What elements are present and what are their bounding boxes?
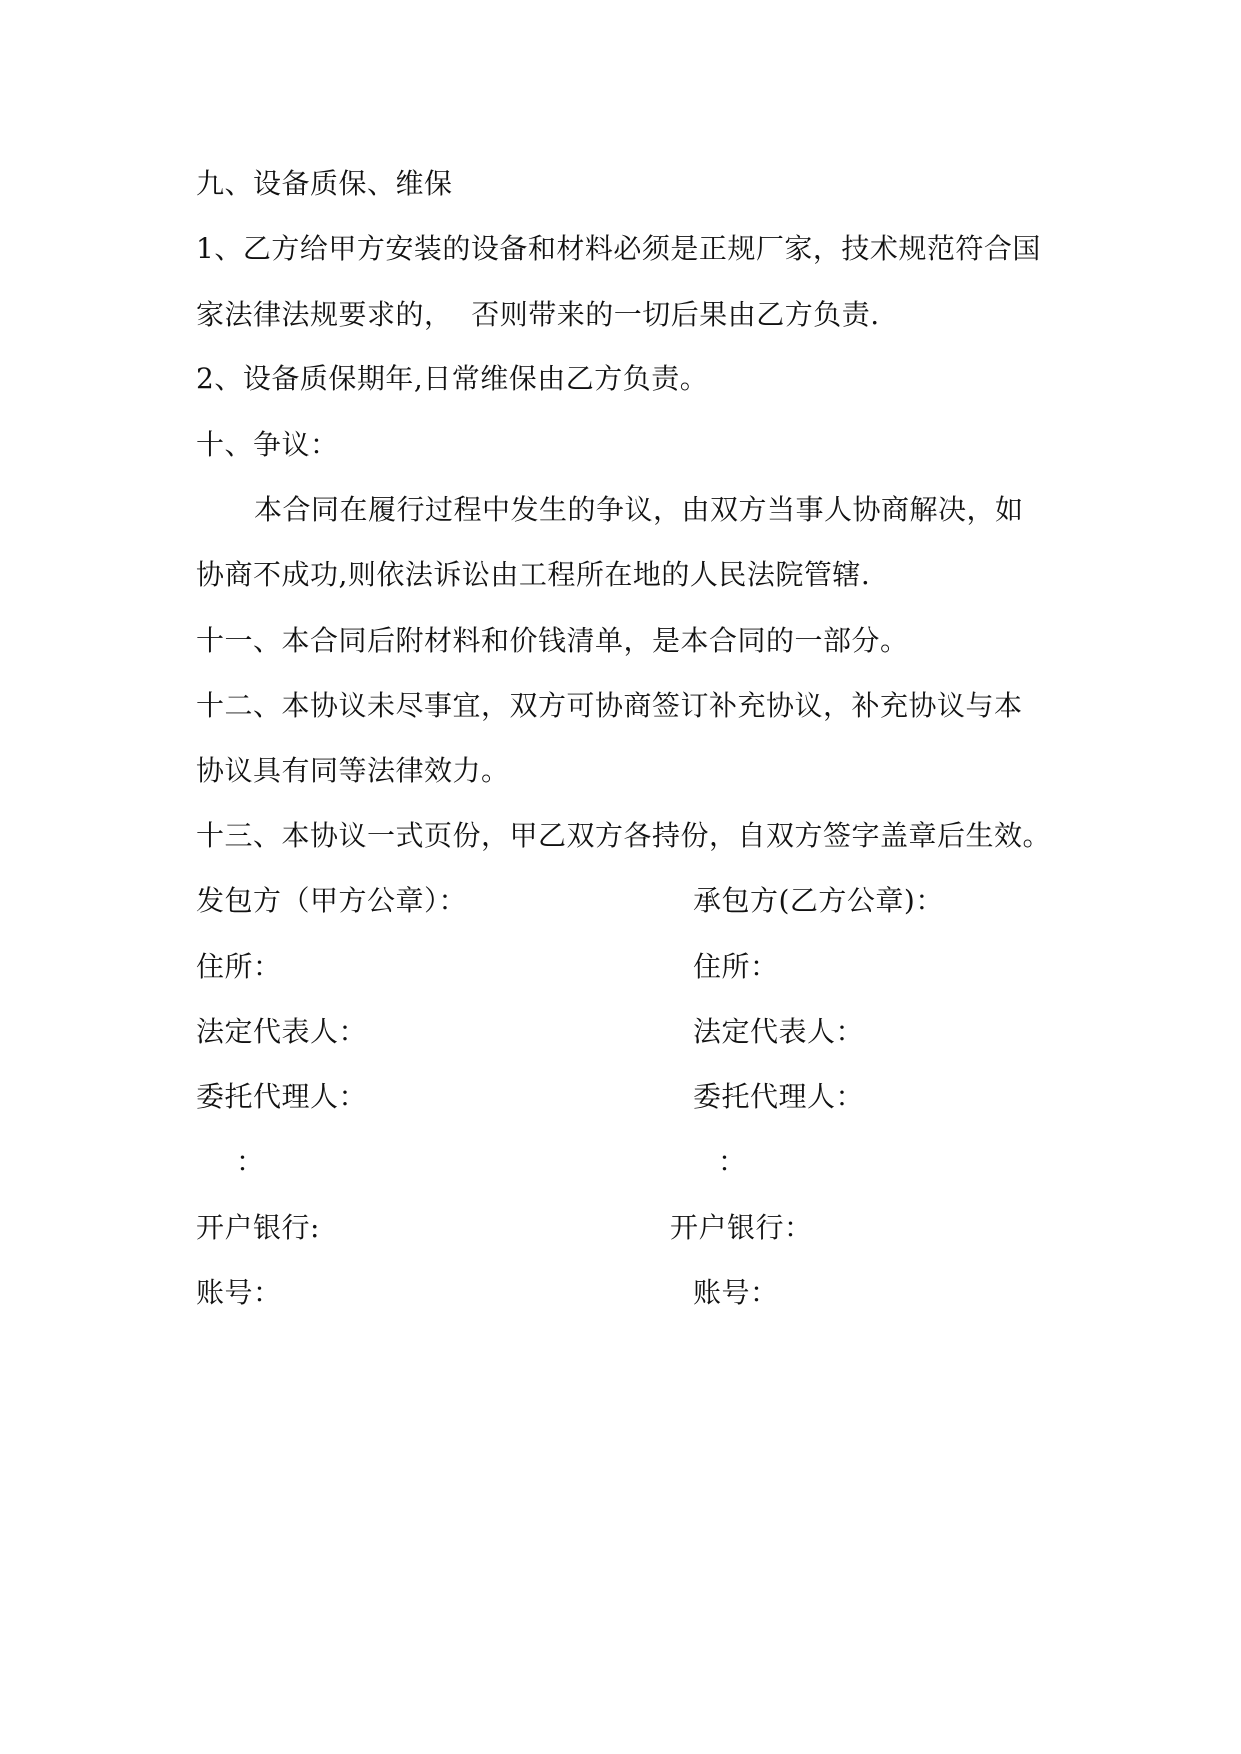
party-b-agent: 委托代理人： bbox=[693, 1080, 865, 1113]
section-9-heading: 九、设备质保、维保 bbox=[196, 167, 453, 200]
party-a-account: 账号： bbox=[196, 1276, 282, 1309]
party-b-legal-rep: 法定代表人： bbox=[693, 1015, 865, 1048]
party-a-colon: ： bbox=[236, 1145, 265, 1178]
party-a-title: 发包方（甲方公章）： bbox=[196, 884, 468, 917]
party-b-colon: ： bbox=[718, 1145, 747, 1178]
section-11: 十一、本合同后附材料和价钱清单，是本合同的一部分。 bbox=[196, 624, 909, 657]
party-b-address: 住所： bbox=[693, 950, 779, 983]
section-9-item-2: 2、设备质保期年,日常维保由乙方负责。 bbox=[196, 362, 709, 395]
section-9-item-1-line-2: 家法律法规要求的， 否则带来的一切后果由乙方负责. bbox=[196, 298, 880, 331]
section-13: 十三、本协议一式页份，甲乙双方各持份，自双方签字盖章后生效。 bbox=[196, 819, 1052, 852]
party-a-agent: 委托代理人： bbox=[196, 1080, 368, 1113]
section-10-paragraph-line-1: 本合同在履行过程中发生的争议，由双方当事人协商解决，如 bbox=[254, 493, 1024, 526]
party-a-bank: 开户银行: bbox=[196, 1211, 320, 1244]
party-a-address: 住所： bbox=[196, 950, 282, 983]
section-10-paragraph-line-2: 协商不成功,则依法诉讼由工程所在地的人民法院管辖. bbox=[196, 558, 871, 591]
section-12-line-1: 十二、本协议未尽事宜，双方可协商签订补充协议，补充协议与本 bbox=[196, 689, 1023, 722]
party-b-bank: 开户银行： bbox=[670, 1211, 813, 1244]
section-9-item-1-line-1: 1、乙方给甲方安装的设备和材料必须是正规厂家，技术规范符合国 bbox=[196, 232, 1041, 265]
party-a-legal-rep: 法定代表人： bbox=[196, 1015, 368, 1048]
party-b-title: 承包方(乙方公章)： bbox=[693, 884, 944, 917]
section-10-heading: 十、争议： bbox=[196, 428, 339, 461]
section-12-line-2: 协议具有同等法律效力。 bbox=[196, 754, 510, 787]
party-b-account: 账号： bbox=[693, 1276, 779, 1309]
